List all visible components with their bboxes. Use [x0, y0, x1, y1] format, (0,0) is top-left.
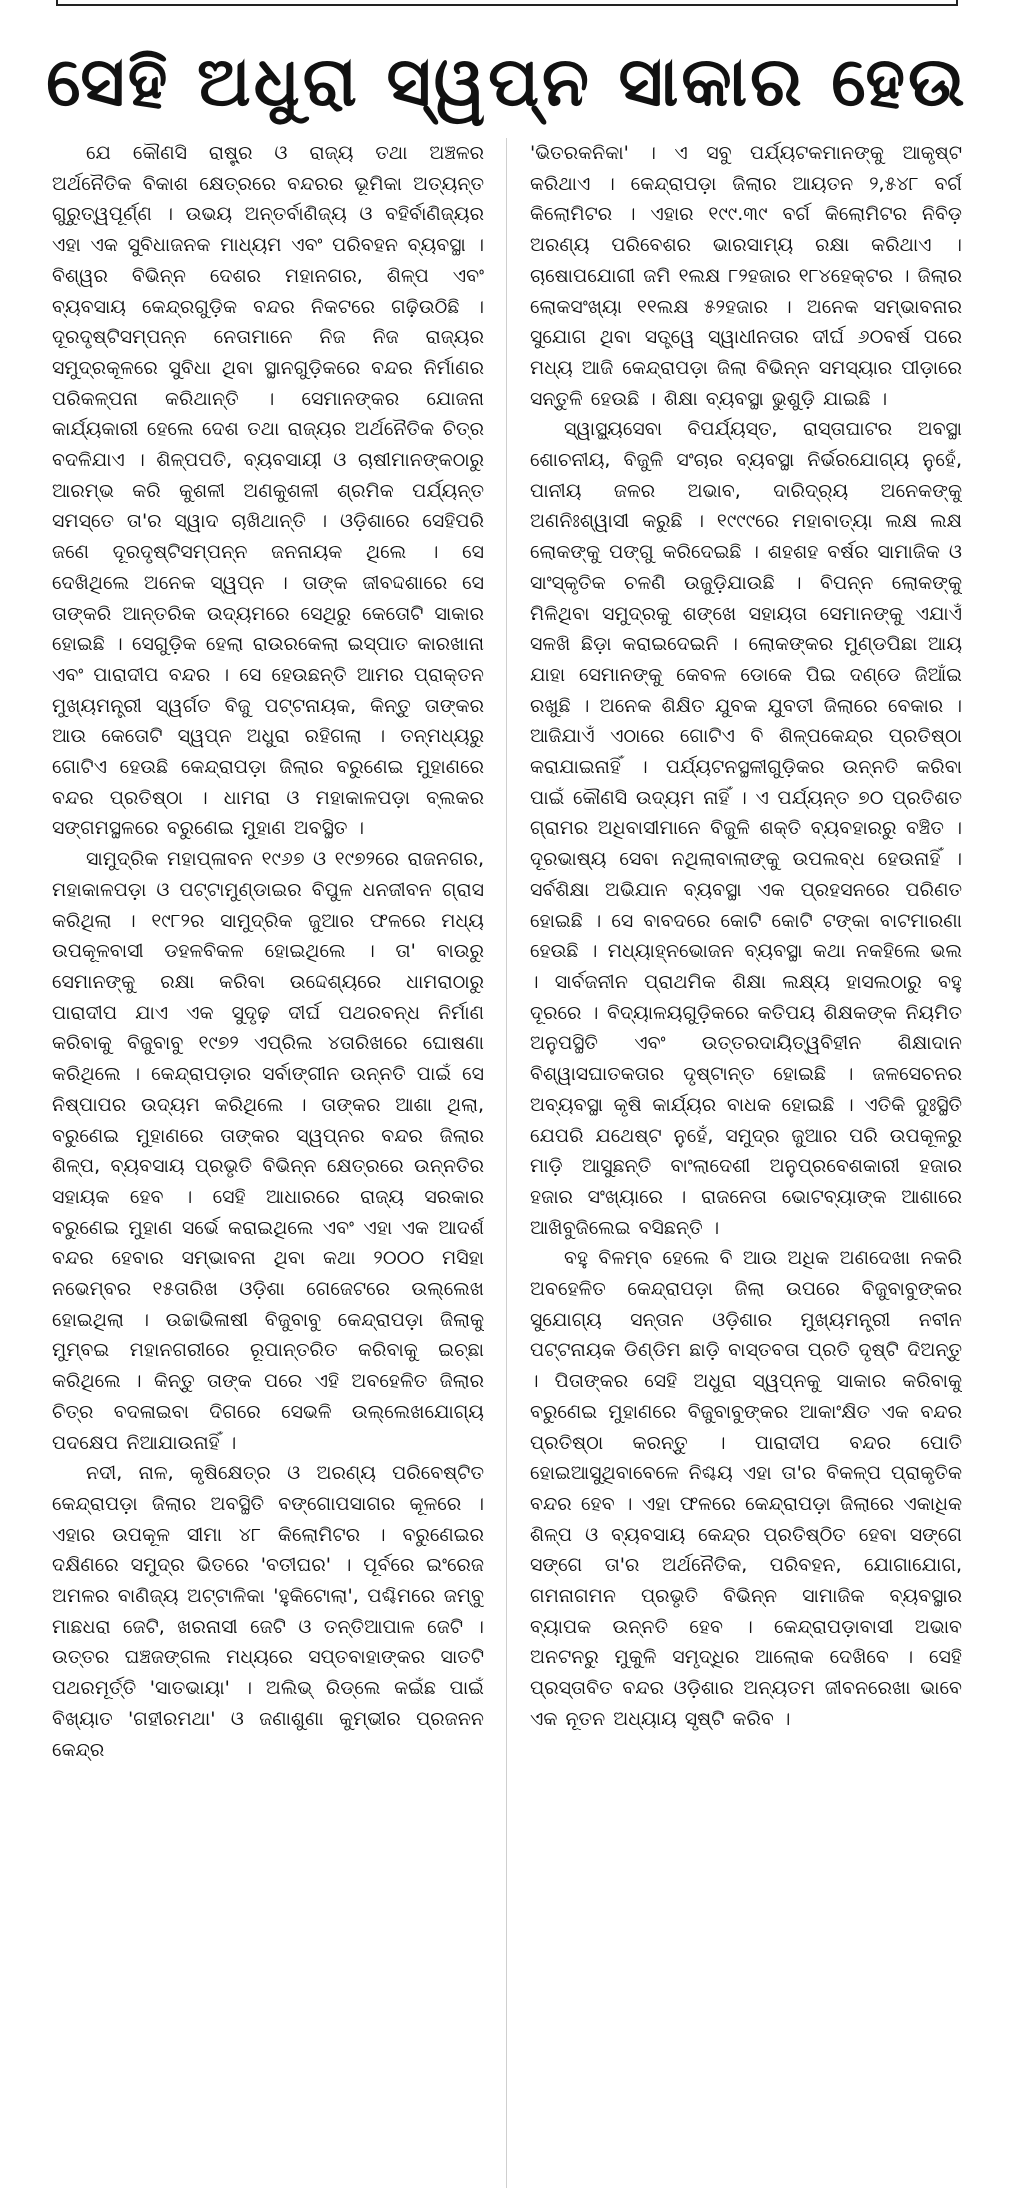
paragraph: ଯେ କୌଣସି ରାଷ୍ଟ୍ର ଓ ରାଜ୍ୟ ତଥା ଅଞ୍ଚଳର ଅର୍ଥନୈତିକ ବିକାଶ କ୍ଷେତ୍ରରେ ବନ୍ଦରର ଭୂମିକା ଅତ୍ୟନ୍ତ ଗୁରୁତ୍ୱପୂର୍ଣ୍ଣ । ଉଭୟ ଅନ୍ତର୍ବାଣିଜ୍ୟ ଓ ବହିର୍ବାଣିଜ୍ୟର ଏହା ଏକ ସୁବିଧାଜନକ ମାଧ୍ୟମ ଏବଂ ପରିବହନ ବ୍ୟବସ୍ଥା । ବିଶ୍ୱର ବିଭିନ୍ନ ଦେଶର ମହାନଗର, ଶିଳ୍ପ ଏବଂ ବ୍ୟବସାୟ କେନ୍ଦ୍ରଗୁଡ଼ିକ ବନ୍ଦର ନିକଟରେ ଗଢ଼ିଉଠିଛି । ଦୂରଦୃଷ୍ଟିସମ୍ପନ୍ନ ନେତାମାନେ ନିଜ ନିଜ ରାଜ୍ୟର ସମୁଦ୍ରକୂଳରେ ସୁବିଧା ଥିବା ସ୍ଥାନଗୁଡ଼ିକରେ ବନ୍ଦର ନିର୍ମାଣର ପରିକଳ୍ପନା କରିଥାନ୍ତି । ସେମାନଙ୍କର ଯୋଜନା କାର୍ଯ୍ୟକାରୀ ହେଲେ ଦେଶ ତଥା ରାଜ୍ୟର ଅର୍ଥନୈତିକ ଚିତ୍ର ବଦଳିଯାଏ । ଶିଳ୍ପପତି, ବ୍ୟବସାୟୀ ଓ ଚାଷୀମାନଙ୍କଠାରୁ ଆରମ୍ଭ କରି କୁଶଳୀ ଅଣକୁଶଳୀ ଶ୍ରମିକ ପର୍ଯ୍ୟନ୍ତ ସମସ୍ତେ ତା'ର ସ୍ୱାଦ ଚାଖିଥାନ୍ତି । ଓଡ଼ିଶାରେ ସେହିପରି ଜଣେ ଦୂରଦୃଷ୍ଟିସମ୍ପନ୍ନ ଜନନାୟକ ଥିଲେ । ସେ ଦେଖିଥିଲେ ଅନେକ ସ୍ୱପ୍ନ । ତାଙ୍କ ଜୀବଦ୍ଦଶାରେ ସେ ତାଙ୍କରି ଆନ୍ତରିକ ଉଦ୍ୟମରେ ସେଥିରୁ କେତୋଟି ସାକାର ହୋଇଛି । ସେଗୁଡ଼ିକ ହେଲା ରାଉରକେଲା ଇସ୍ପାତ କାରଖାନା ଏବଂ ପାରାଦୀପ ବନ୍ଦର । ସେ ହେଉଛନ୍ତି ଆମର ପ୍ରାକ୍ତନ ମୁଖ୍ୟମନ୍ତ୍ରୀ ସ୍ୱର୍ଗତ ବିଜୁ ପଟ୍ଟନାୟକ, କିନ୍ତୁ ତାଙ୍କର ଆଉ କେତୋଟି ସ୍ୱପ୍ନ ଅଧୁରା ରହିଗଲା । ତନ୍ମଧ୍ୟରୁ ଗୋଟିଏ ହେଉଛି କେନ୍ଦ୍ରାପଡ଼ା ଜିଲାର ବରୁଣେଇ ମୁହାଣରେ ବନ୍ଦର ପ୍ରତିଷ୍ଠା । ଧାମରା ଓ ମହାକାଳପଡ଼ା ବ୍ଲକର ସଙ୍ଗମସ୍ଥଳରେ ବରୁଣେଇ ମୁହାଣ ଅବସ୍ଥିତ । [52, 142, 484, 840]
paragraph: ବହୁ ବିଳମ୍ବ ହେଲେ ବି ଆଉ ଅଧିକ ଅଣଦେଖା ନକରି ଅବହେଳିତ କେନ୍ଦ୍ରାପଡ଼ା ଜିଲା ଉପରେ ବିଜୁବାବୁଙ୍କର ସୁଯୋଗ୍ୟ ସନ୍ତାନ ଓଡ଼ିଶାର ମୁଖ୍ୟମନ୍ତ୍ରୀ ନବୀନ ପଟ୍ଟନାୟକ ଡିଣ୍ଡିମ ଛାଡ଼ି ବାସ୍ତବତା ପ୍ରତି ଦୃଷ୍ଟି ଦିଅନ୍ତୁ । ପିତାଙ୍କର ସେହି ଅଧୁରା ସ୍ୱପ୍ନକୁ ସାକାର କରିବାକୁ ବରୁଣେଇ ମୁହାଣରେ ବିଜୁବାବୁଙ୍କର ଆକାଂକ୍ଷିତ ଏକ ବନ୍ଦର ପ୍ରତିଷ୍ଠା କରନ୍ତୁ । ପାରାଦୀପ ବନ୍ଦର ପୋତି ହୋଇଆସୁଥିବାବେଳେ ନିଶ୍ଚୟ ଏହା ତା'ର ବିକଳ୍ପ ପ୍ରାକୃତିକ ବନ୍ଦର ହେବ । ଏହା ଫଳରେ କେନ୍ଦ୍ରାପଡ଼ା ଜିଲାରେ ଏକାଧିକ ଶିଳ୍ପ ଓ ବ୍ୟବସାୟ କେନ୍ଦ୍ର ପ୍ରତିଷ୍ଠିତ ହେବା ସଙ୍ଗେ ସଙ୍ଗେ ତା'ର ଅର୍ଥନୈତିକ, ପରିବହନ, ଯୋଗାଯୋଗ, ଗମନାଗମନ ପ୍ରଭୃତି ବିଭିନ୍ନ ସାମାଜିକ ବ୍ୟବସ୍ଥାର ବ୍ୟାପକ ଉନ୍ନତି ହେବ । କେନ୍ଦ୍ରାପଡ଼ାବାସୀ ଅଭାବ ଅନଟନରୁ ମୁକୁଳି ସମୃଦ୍ଧିର ଆଲୋକ ଦେଖିବେ । ସେହି ପ୍ରସ୍ତାବିତ ବନ୍ଦର ଓଡ଼ିଶାର ଅନ୍ୟତମ ଜୀବନରେଖା ଭାବେ ଏକ ନୂତନ ଅଧ୍ୟାୟ ସୃଷ୍ଟି କରିବ । [530, 1247, 962, 1730]
article-body [52, 138, 962, 2188]
headline: ସେହି ଅଧୁରା ସ୍ୱପ୍ନ ସାକାର ହେଉ [46, 43, 968, 122]
article-column-left [52, 138, 484, 2188]
paragraph: ନଦୀ, ନାଳ, କୃଷିକ୍ଷେତ୍ର ଓ ଅରଣ୍ୟ ପରିବେଷ୍ଟିତ କେନ୍ଦ୍ରାପଡ଼ା ଜିଲାର ଅବସ୍ଥିତି ବଙ୍ଗୋପସାଗର କୂଳରେ । ଏହାର ଉପକୂଳ ସୀମା ୪୮ କିଲୋମିଟର । ବରୁଣେଇର ଦକ୍ଷିଣରେ ସମୁଦ୍ର ଭିତରେ 'ବତୀଘର' । ପୂର୍ବରେ ଇଂରେଜ ଅମଳର ବାଣିଜ୍ୟ ଅଟ୍ଟାଳିକା 'ହୁକିଟୋଲା', ପଶ୍ଚିମରେ ଜମ୍ବୁ ମାଛଧରା ଜେଟି, ଖରନାସୀ ଜେଟି ଓ ତନ୍ତିଆପାଳ ଜେଟି । ଉତ୍ତର ଘଞ୍ଚଜଙ୍ଗଲ ମଧ୍ୟରେ ସପ୍ତବାହାଙ୍କର ସାତଟି ପଥରମୂର୍ତ୍ତି 'ସାତଭାୟା' । ଅଲିଭ୍ ରିଡ୍ଲେ କଇଁଛ ପାଇଁ ବିଖ୍ୟାତ 'ଗହୀରମଥା' ଓ ଜଣାଶୁଣା କୁମ୍ଭୀର ପ୍ରଜନନ କେନ୍ଦ୍ର [52, 1462, 484, 1761]
paragraph: ସାମୁଦ୍ରିକ ମହାପ୍ଳାବନ ୧୯୬୭ ଓ ୧୯୭୨ରେ ରାଜନଗର, ମହାକାଳପଡ଼ା ଓ ପଟ୍ଟାମୁଣ୍ଡାଇର ବିପୁଳ ଧନଜୀବନ ଗ୍ରାସ କରିଥିଲା । ୧୯୮୨ର ସାମୁଦ୍ରିକ ଜୁଆର ଫଳରେ ମଧ୍ୟ ଉପକୂଳବାସୀ ଡହଳବିକଳ ହୋଇଥିଲେ । ତା' ବାଉରୁ ସେମାନଙ୍କୁ ରକ୍ଷା କରିବା ଉଦ୍ଦେଶ୍ୟରେ ଧାମରାଠାରୁ ପାରାଦୀପ ଯାଏ ଏକ ସୁଦୃଢ଼ ଦୀର୍ଘ ପଥରବନ୍ଧ ନିର୍ମାଣ କରିବାକୁ ବିଜୁବାବୁ ୧୯୭୨ ଏପ୍ରିଲ ୪ତାରିଖରେ ଘୋଷଣା କରିଥିଲେ । କେନ୍ଦ୍ରାପଡ଼ାର ସର୍ବାଙ୍ଗୀନ ଉନ୍ନତି ପାଇଁ ସେ ନିଷ୍ପାପର ଉଦ୍ୟମ କରିଥିଲେ । ତାଙ୍କର ଆଶା ଥିଲା, ବରୁଣେଇ ମୁହାଣରେ ତାଙ୍କର ସ୍ୱପ୍ନର ବନ୍ଦର ଜିଲାର ଶିଳ୍ପ, ବ୍ୟବସାୟ ପ୍ରଭୃତି ବିଭିନ୍ନ କ୍ଷେତ୍ରରେ ଉନ୍ନତିର ସହାୟକ ହେବ । ସେହି ଆଧାରରେ ରାଜ୍ୟ ସରକାର ବରୁଣେଇ ମୁହାଣ ସର୍ଭେ କରାଇଥିଲେ ଏବଂ ଏହା ଏକ ଆଦର୍ଶ ବନ୍ଦର ହେବାର ସମ୍ଭାବନା ଥିବା କଥା ୨୦୦୦ ମସିହା ନଭେମ୍ବର ୧୫ତାରିଖ ଓଡ଼ିଶା ଗେଜେଟରେ ଉଲ୍ଲେଖ ହୋଇଥିଲା । ଉଚ୍ଚାଭିଳାଷୀ ବିଜୁବାବୁ କେନ୍ଦ୍ରାପଡ଼ା ଜିଲାକୁ ମୁମ୍ବଇ ମହାନଗରୀରେ ରୂପାନ୍ତରିତ କରିବାକୁ ଇଚ୍ଛା କରିଥିଲେ । କିନ୍ତୁ ତାଙ୍କ ପରେ ଏହି ଅବହେଳିତ ଜିଲାର ଚିତ୍ର ବଦଳାଇବା ଦିଗରେ ସେଭଳି ଉଲ୍ଲେଖଯୋଗ୍ୟ ପଦକ୍ଷେପ ନିଆଯାଉନାହିଁ । [52, 848, 484, 1454]
paragraph: 'ଭିତରକନିକା' । ଏ ସବୁ ପର୍ଯ୍ୟଟକମାନଙ୍କୁ ଆକୃଷ୍ଟ କରିଥାଏ । କେନ୍ଦ୍ରାପଡ଼ା ଜିଲାର ଆୟତନ ୨,୫୪୮ ବର୍ଗ କିଲୋମିଟର । ଏହାର ୧୯୯.୩୯ ବର୍ଗ କିଲୋମିଟର ନିବିଡ଼ ଅରଣ୍ୟ ପରିବେଶର ଭାରସାମ୍ୟ ରକ୍ଷା କରିଥାଏ । ଚାଷୋପଯୋଗୀ ଜମି ୧ଲକ୍ଷ ୮୨ହଜାର ୧୮୪ହେକ୍ଟର । ଜିଲାର ଲୋକସଂଖ୍ୟା ୧୧ଲକ୍ଷ ୫୨ହଜାର । ଅନେକ ସମ୍ଭାବନାର ସୁଯୋଗ ଥିବା ସତ୍ତ୍ୱେ ସ୍ୱାଧୀନତାର ଦୀର୍ଘ ୬୦ବର୍ଷ ପରେ ମଧ୍ୟ ଆଜି କେନ୍ଦ୍ରାପଡ଼ା ଜିଲା ବିଭିନ୍ନ ସମସ୍ୟାର ପୀଡ଼ାରେ ସନ୍ତୁଳି ହେଉଛି । ଶିକ୍ଷା ବ୍ୟବସ୍ଥା ଭୁଶୁଡ଼ି ଯାଇଛି । [530, 142, 962, 410]
paragraph: ସ୍ୱାସ୍ଥ୍ୟସେବା ବିପର୍ଯ୍ୟସ୍ତ, ରାସ୍ତାଘାଟର ଅବସ୍ଥା ଶୋଚନୀୟ, ବିଜୁଳି ସଂଚାର ବ୍ୟବସ୍ଥା ନିର୍ଭରଯୋଗ୍ୟ ନୁହେଁ, ପାନୀୟ ଜଳର ଅଭାବ, ଦାରିଦ୍ର୍ୟ ଅନେକଙ୍କୁ ଅଣନିଃଶ୍ୱାସୀ କରୁଛି । ୧୯୯୯ରେ ମହାବାତ୍ୟା ଲକ୍ଷ ଲକ୍ଷ ଲୋକଙ୍କୁ ପଙ୍ଗୁ କରିଦେଇଛି । ଶହଶହ ବର୍ଷର ସାମାଜିକ ଓ ସାଂସ୍କୃତିକ ଚଳଣି ଉଜୁଡ଼ିଯାଉଛି । ବିପନ୍ନ ଲୋକଙ୍କୁ ମିଳିଥିବା ସମୁଦ୍ରକୁ ଶଙ୍ଖେ ସହାୟତା ସେମାନଙ୍କୁ ଏଯାଏଁ ସଳଖି ଛିଡ଼ା କରାଇଦେଇନି । ଲୋକଙ୍କର ମୁଣ୍ଡପିଛା ଆୟ ଯାହା ସେମାନଙ୍କୁ କେବଳ ଡୋକେ ପିଇ ଦଣ୍ଡେ ଜିଆଁଇ ରଖୁଛି । ଅନେକ ଶିକ୍ଷିତ ଯୁବକ ଯୁବତୀ ଜିଲାରେ ବେକାର । ଆଜିଯାଏଁ ଏଠାରେ ଗୋଟିଏ ବି ଶିଳ୍ପକେନ୍ଦ୍ର ପ୍ରତିଷ୍ଠା କରାଯାଇନାହିଁ । ପର୍ଯ୍ୟଟନସ୍ଥଳୀଗୁଡ଼ିକର ଉନ୍ନତି କରିବା ପାଇଁ କୌଣସି ଉଦ୍ୟମ ନାହିଁ । ଏ ପର୍ଯ୍ୟନ୍ତ ୭୦ ପ୍ରତିଶତ ଗ୍ରାମର ଅଧିବାସୀମାନେ ବିଜୁଳି ଶକ୍ତି ବ୍ୟବହାରରୁ ବଞ୍ଚିତ । ଦୂରଭାଷ୍ୟ ସେବା ନଥିଲାବାଲାଙ୍କୁ ଉପଲବ୍ଧ ହେଉନାହିଁ । ସର୍ବଶିକ୍ଷା ଅଭିଯାନ ବ୍ୟବସ୍ଥା ଏକ ପ୍ରହସନରେ ପରିଣତ ହୋଇଛି । ସେ ବାବଦରେ କୋଟି କୋଟି ଟଙ୍କା ବାଟମାରଣା ହେଉଛି । ମଧ୍ୟାହ୍ନଭୋଜନ ବ୍ୟବସ୍ଥା କଥା ନକହିଲେ ଭଲ । ସାର୍ବଜନୀନ ପ୍ରାଥମିକ ଶିକ୍ଷା ଲକ୍ଷ୍ୟ ହାସଲଠାରୁ ବହୁ ଦୂରରେ । ବିଦ୍ୟାଳୟଗୁଡ଼ିକରେ କତିପୟ ଶିକ୍ଷକଙ୍କ ନିୟମିତ ଅନୁପସ୍ଥିତି ଏବଂ ଉତ୍ତରଦାୟିତ୍ୱବିହୀନ ଶିକ୍ଷାଦାନ ବିଶ୍ୱାସଘାତକତାର ଦୃଷ୍ଟାନ୍ତ ହୋଇଛି । ଜଳସେଚନର ଅବ୍ୟବସ୍ଥା କୃଷି କାର୍ଯ୍ୟର ବାଧକ ହୋଇଛି । ଏତିକି ଦୁଃସ୍ଥିତି ଯେପରି ଯଥେଷ୍ଟ ନୁହେଁ, ସମୁଦ୍ର ଜୁଆର ପରି ଉପକୂଳରୁ ମାଡ଼ି ଆସୁଛନ୍ତି ବାଂଲାଦେଶୀ ଅନୁପ୍ରବେଶକାରୀ ହଜାର ହଜାର ସଂଖ୍ୟାରେ । ରାଜନେତା ଭୋଟବ୍ୟାଙ୍କ ଆଶାରେ ଆଖିବୁଜିଲେଇ ବସିଛନ୍ତି । [530, 418, 962, 1239]
article-column-right [530, 138, 962, 2188]
column-divider [506, 138, 507, 2188]
top-border-rule [56, 0, 958, 6]
